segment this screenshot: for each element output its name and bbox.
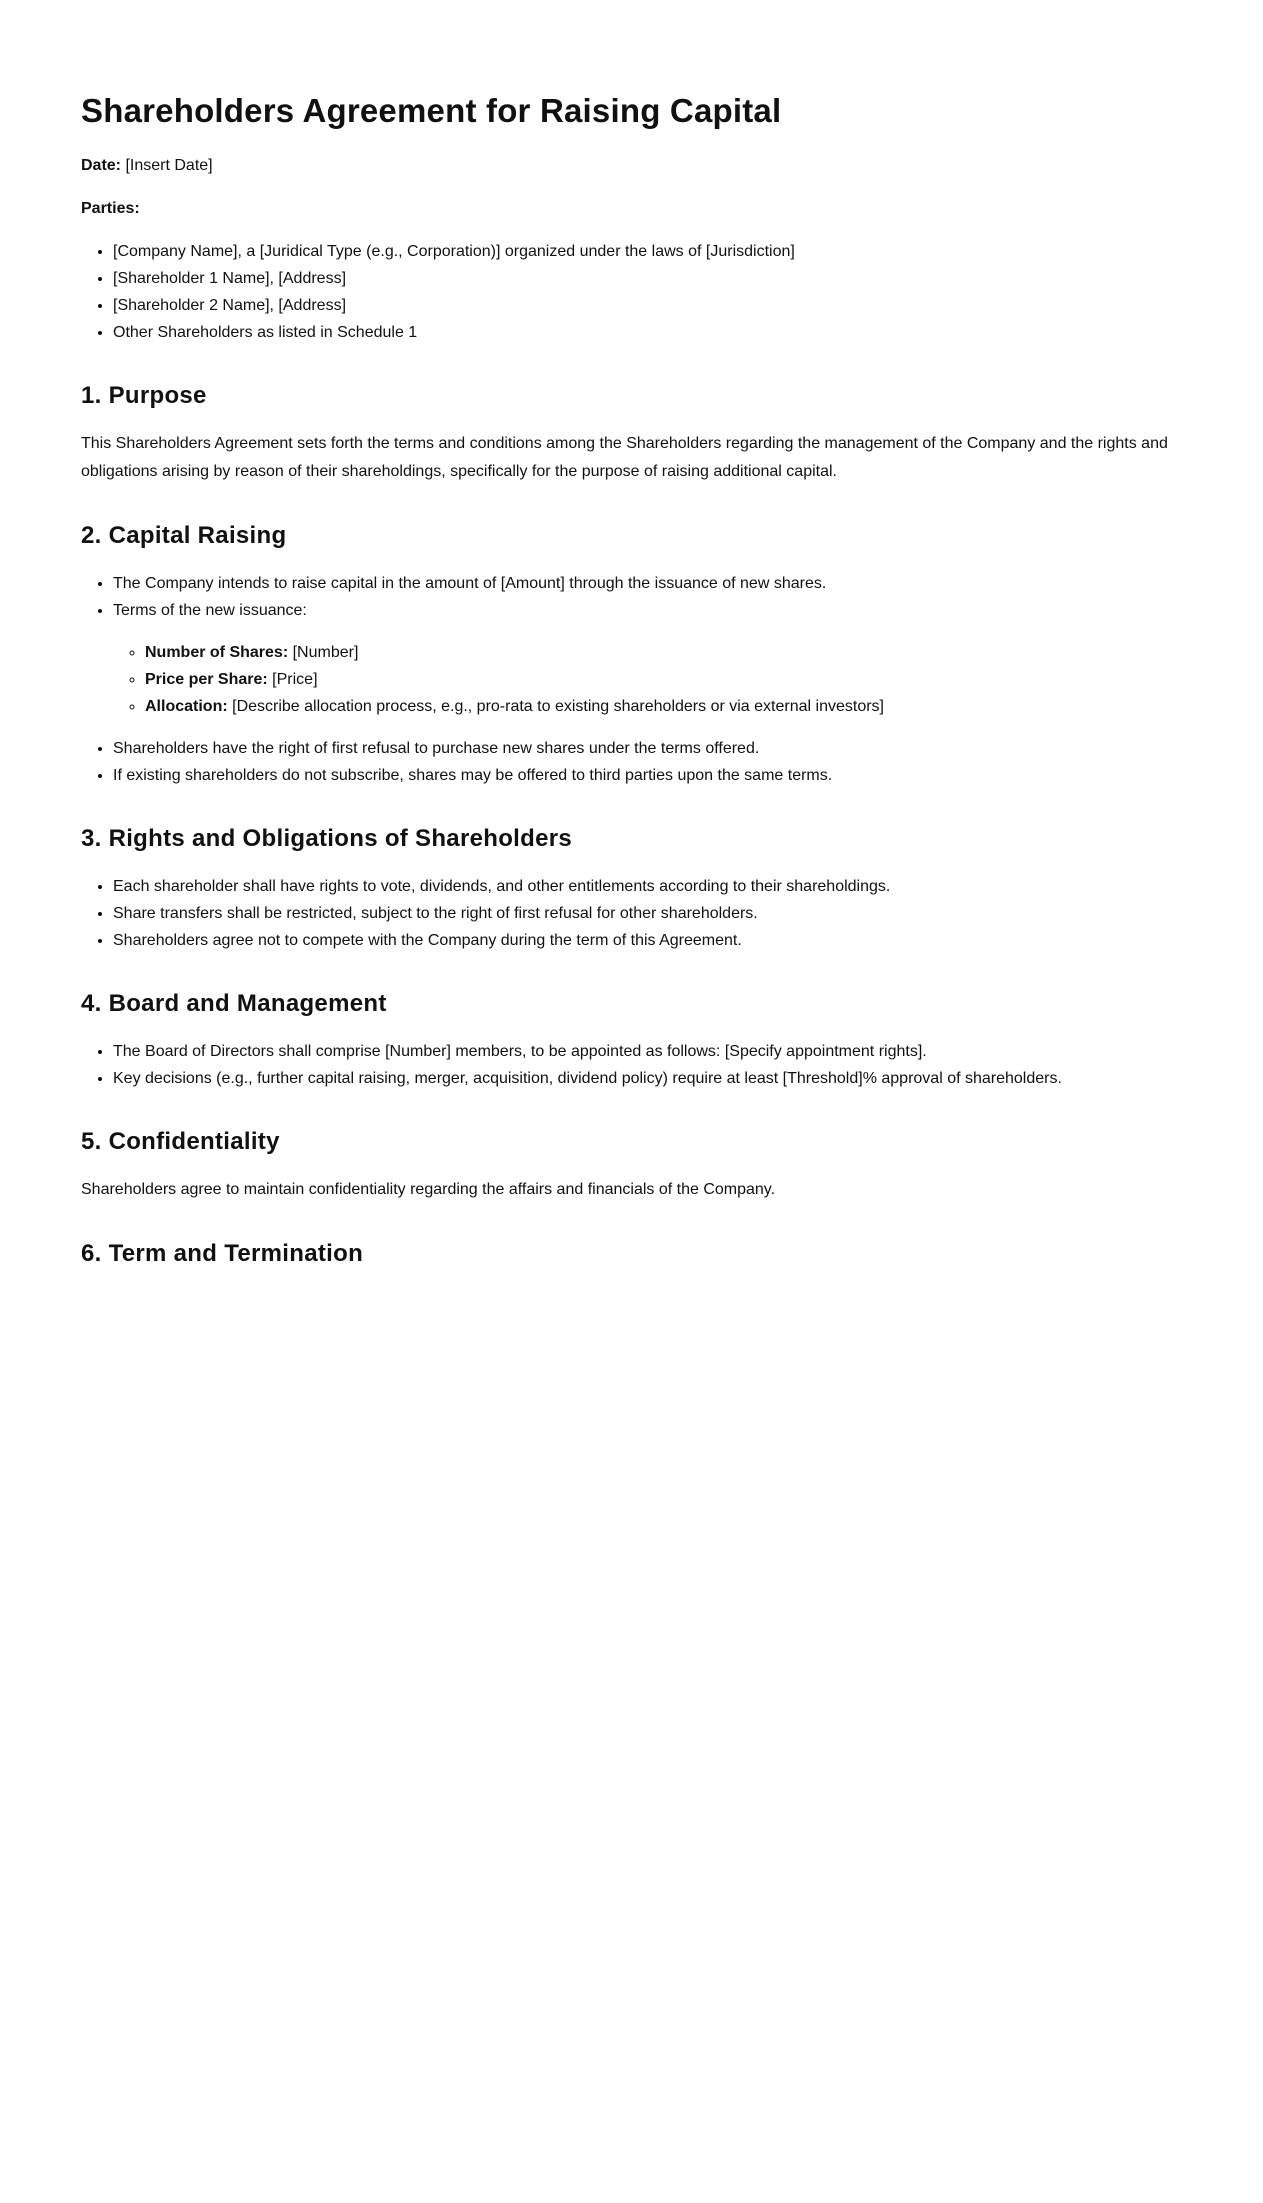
list-item: • Key decisions (e.g., further capital raising, merger, acquisition, dividend policy) require at least [Threshold]% approval of shareholders. xyxy=(113,1065,1182,1092)
list-item: • Shareholders agree not to compete with the Company during the term of this Agreement. xyxy=(113,927,1182,954)
parties-list xyxy=(81,238,1182,346)
confidentiality-text: Shareholders agree to maintain confidentiality regarding the affairs and financials of the Company. xyxy=(81,1181,776,1198)
list-item: • [Shareholder 2 Name], [Address] xyxy=(113,292,1182,319)
term-value: [Price] xyxy=(267,671,318,688)
issuance-terms-list xyxy=(113,639,1182,720)
term-label: Number of Shares: xyxy=(145,644,289,661)
list-item xyxy=(145,666,1182,693)
parties-line xyxy=(81,195,1182,223)
document-title: Shareholders Agreement for Raising Capital xyxy=(81,92,782,129)
list-item: • The Company intends to raise capital in the amount of [Amount] through the issuance of new shares. xyxy=(113,570,1182,597)
term-value: [Describe allocation process, e.g., pro-rata to existing shareholders or via external investors] xyxy=(227,698,884,715)
section-heading-purpose: 1. Purpose xyxy=(81,382,207,409)
term-label: Price per Share: xyxy=(145,671,268,688)
rights-list xyxy=(81,873,1182,954)
list-item: • If existing shareholders do not subscribe, shares may be offered to third parties upon the same terms. xyxy=(113,762,1182,789)
list-item: • Shareholders have the right of first refusal to purchase new shares under the terms offered. xyxy=(113,735,1182,762)
section-heading-rights: 3. Rights and Obligations of Shareholders xyxy=(81,825,573,852)
section-heading-board: 4. Board and Management xyxy=(81,990,387,1017)
list-item: • The Board of Directors shall comprise [Number] members, to be appointed as follows: [Specify appointment rights]. xyxy=(113,1038,1182,1065)
term-label: Allocation: xyxy=(145,698,228,715)
list-item: • Each shareholder shall have rights to vote, dividends, and other entitlements according to their shareholdings. xyxy=(113,873,1182,900)
list-item: • [Company Name], a [Juridical Type (e.g., Corporation)] organized under the laws of [Jurisdiction] xyxy=(113,238,1182,265)
section-heading-term: 6. Term and Termination xyxy=(81,1240,364,1267)
section-heading-capital-raising: 2. Capital Raising xyxy=(81,522,287,549)
list-item: • [Shareholder 1 Name], [Address] xyxy=(113,265,1182,292)
section-heading-confidentiality: 5. Confidentiality xyxy=(81,1128,280,1155)
list-item-text: Terms of the new issuance: xyxy=(113,602,307,619)
date-value: [Insert Date] xyxy=(121,157,213,174)
list-item: • Share transfers shall be restricted, subject to the right of first refusal for other shareholders. xyxy=(113,900,1182,927)
parties-label: Parties: xyxy=(81,200,140,217)
purpose-text: This Shareholders Agreement sets forth the terms and conditions among the Shareholders regarding the management of the Company and the rights and obligations arising by reason of their shareholdings, specifically for the purpose of raising additional capital. xyxy=(81,435,1168,480)
list-item xyxy=(145,639,1182,666)
list-item xyxy=(113,597,1182,720)
list-item: • Other Shareholders as listed in Schedule 1 xyxy=(113,319,1182,346)
capital-list xyxy=(81,570,1182,789)
date-line xyxy=(81,152,1182,180)
date-label: Date: xyxy=(81,157,122,174)
list-item xyxy=(145,693,1182,720)
board-list xyxy=(81,1038,1182,1092)
term-value: [Number] xyxy=(288,644,359,661)
